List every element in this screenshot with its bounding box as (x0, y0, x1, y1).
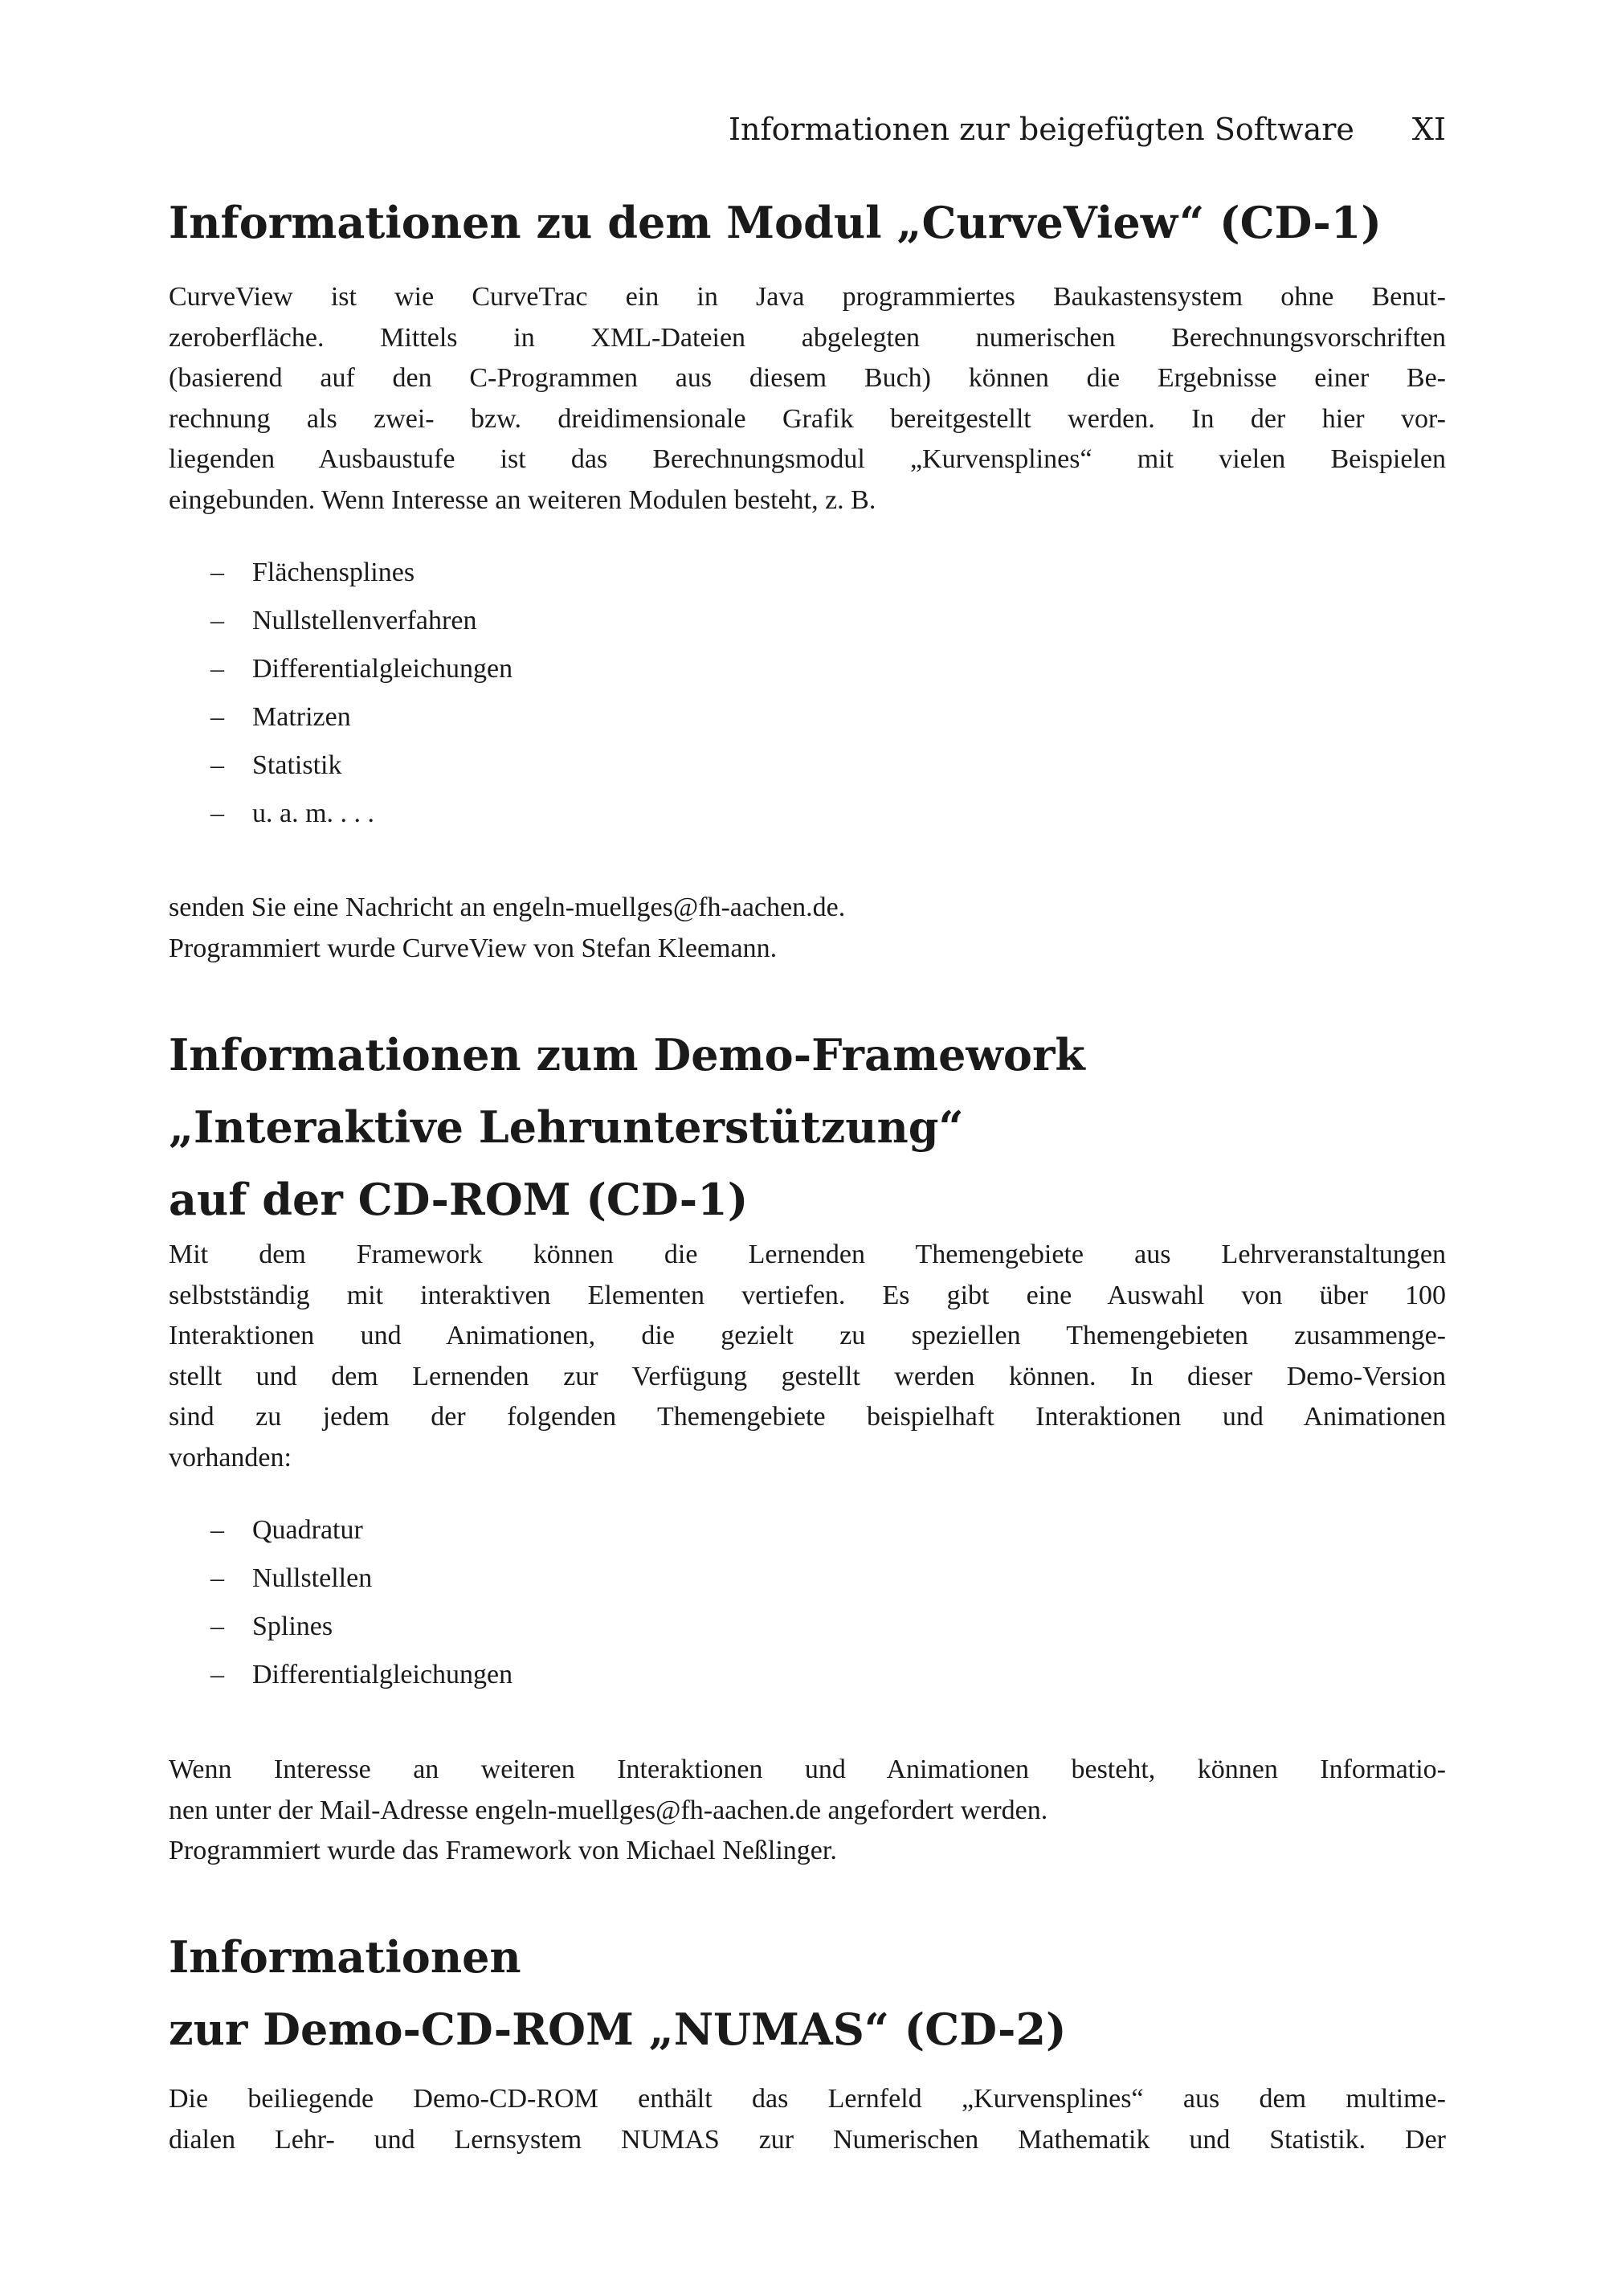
text-line: Programmiert wurde das Framework von Michael Neßlinger. (169, 1836, 837, 1865)
text-line: stellt und dem Lernenden zur Verfügung gestellt werden können. In dieser Demo-Version (169, 1361, 1446, 1391)
text-line: Interaktionen und Animationen, die gezielt zu speziellen Themengebieten zusammenge- (169, 1321, 1446, 1350)
curveview-contact-paragraph (169, 888, 1446, 969)
heading-line: „Interaktive Lehrunterstützung“ (169, 1101, 964, 1153)
text-line: vorhanden: (169, 1442, 292, 1473)
dash-bullet: – (210, 750, 224, 780)
list-item (210, 790, 512, 838)
heading-line: Informationen (169, 1931, 521, 1983)
list-item (210, 549, 512, 597)
curveview-module-list (210, 549, 512, 838)
dash-bullet: – (210, 606, 224, 635)
page-number: XI (1411, 112, 1446, 147)
running-header (169, 107, 1446, 152)
text-line: Wenn Interesse an weiteren Interaktionen und Animationen besteht, können Informatio- (169, 1755, 1446, 1784)
list-item (210, 645, 512, 693)
dash-bullet: – (210, 799, 224, 828)
text-line: dialen Lehr- und Lernsystem NUMAS zur Numerischen Mathematik und Statistik. Der (169, 2124, 1446, 2155)
text-line: (basierend auf den C-Programmen aus diesem Buch) können die Ergebnisse einer Be- (169, 363, 1446, 393)
text-line: CurveView ist wie CurveTrac ein in Java programmiertes Baukastensystem ohne Benut- (169, 282, 1446, 312)
list-item (210, 693, 512, 742)
heading-line: zur Demo-CD-ROM „NUMAS“ (CD-2) (169, 2004, 1067, 2055)
text-line: nen unter der Mail-Adresse engeln-muellges@fh-aachen.de angefordert werden. (169, 1795, 1048, 1825)
text-line: zeroberfläche. Mittels in XML-Dateien abgelegten numerischen Berechnungsvorschriften (169, 322, 1446, 353)
dash-bullet: – (210, 1612, 224, 1641)
dash-bullet: – (210, 558, 224, 587)
dash-bullet: – (210, 654, 224, 684)
list-item-label: Statistik (252, 750, 342, 780)
heading-line: Informationen zum Demo-Framework (169, 1029, 1085, 1081)
numas-intro-paragraph (169, 2079, 1446, 2160)
curveview-intro-paragraph (169, 277, 1446, 521)
framework-topic-list (210, 1506, 512, 1699)
list-item-label: Nullstellenverfahren (252, 606, 477, 635)
text-line: rechnung als zwei- bzw. dreidimensionale Grafik bereitgestellt werden. In der hier vor- (169, 403, 1446, 434)
section-heading-demo-framework (169, 1019, 1446, 1236)
list-item (210, 1603, 512, 1651)
list-item-label: Matrizen (252, 702, 351, 732)
list-item-label: Nullstellen (252, 1563, 373, 1593)
heading-line: auf der CD-ROM (CD-1) (169, 1174, 749, 1225)
running-header-title: Informationen zur beigefügten Software (729, 112, 1354, 147)
text-line: senden Sie eine Nachricht an engeln-muellges@fh-aachen.de. (169, 893, 846, 922)
list-item (210, 1506, 512, 1554)
list-item-label: Differentialgleichungen (252, 654, 513, 684)
list-item (210, 742, 512, 790)
text-line: Die beiliegende Demo-CD-ROM enthält das Lernfeld „Kurvensplines“ aus dem multime- (169, 2084, 1446, 2114)
dash-bullet: – (210, 1563, 224, 1593)
text-line: Programmiert wurde CurveView von Stefan Kleemann. (169, 933, 778, 963)
list-item (210, 597, 512, 645)
text-line: Mit dem Framework können die Lernenden Themengebiete aus Lehrveranstaltungen (169, 1240, 1446, 1269)
framework-contact-paragraph (169, 1750, 1446, 1872)
text-line: eingebunden. Wenn Interesse an weiteren Modulen besteht, z. B. (169, 484, 876, 515)
list-item-label: Flächensplines (252, 558, 415, 587)
section-heading-curveview: Informationen zu dem Modul „CurveView“ (CD-1) (169, 197, 1382, 248)
dash-bullet: – (210, 1660, 224, 1689)
list-item-label: u. a. m. . . . (252, 799, 375, 828)
dash-bullet: – (210, 1515, 224, 1545)
text-line: liegenden Ausbaustufe ist das Berechnungsmodul „Kurvensplines“ mit vielen Beispielen (169, 444, 1446, 474)
list-item-label: Splines (252, 1612, 333, 1641)
list-item (210, 1651, 512, 1699)
text-line: selbstständig mit interaktiven Elementen vertiefen. Es gibt eine Auswahl von über 100 (169, 1280, 1446, 1310)
dash-bullet: – (210, 702, 224, 732)
framework-intro-paragraph (169, 1235, 1446, 1478)
text-line: sind zu jedem der folgenden Themengebiete beispielhaft Interaktionen und Animationen (169, 1402, 1446, 1432)
list-item-label: Quadratur (252, 1515, 363, 1545)
list-item-label: Differentialgleichungen (252, 1660, 513, 1689)
section-heading-numas (169, 1921, 1446, 2065)
list-item (210, 1554, 512, 1603)
